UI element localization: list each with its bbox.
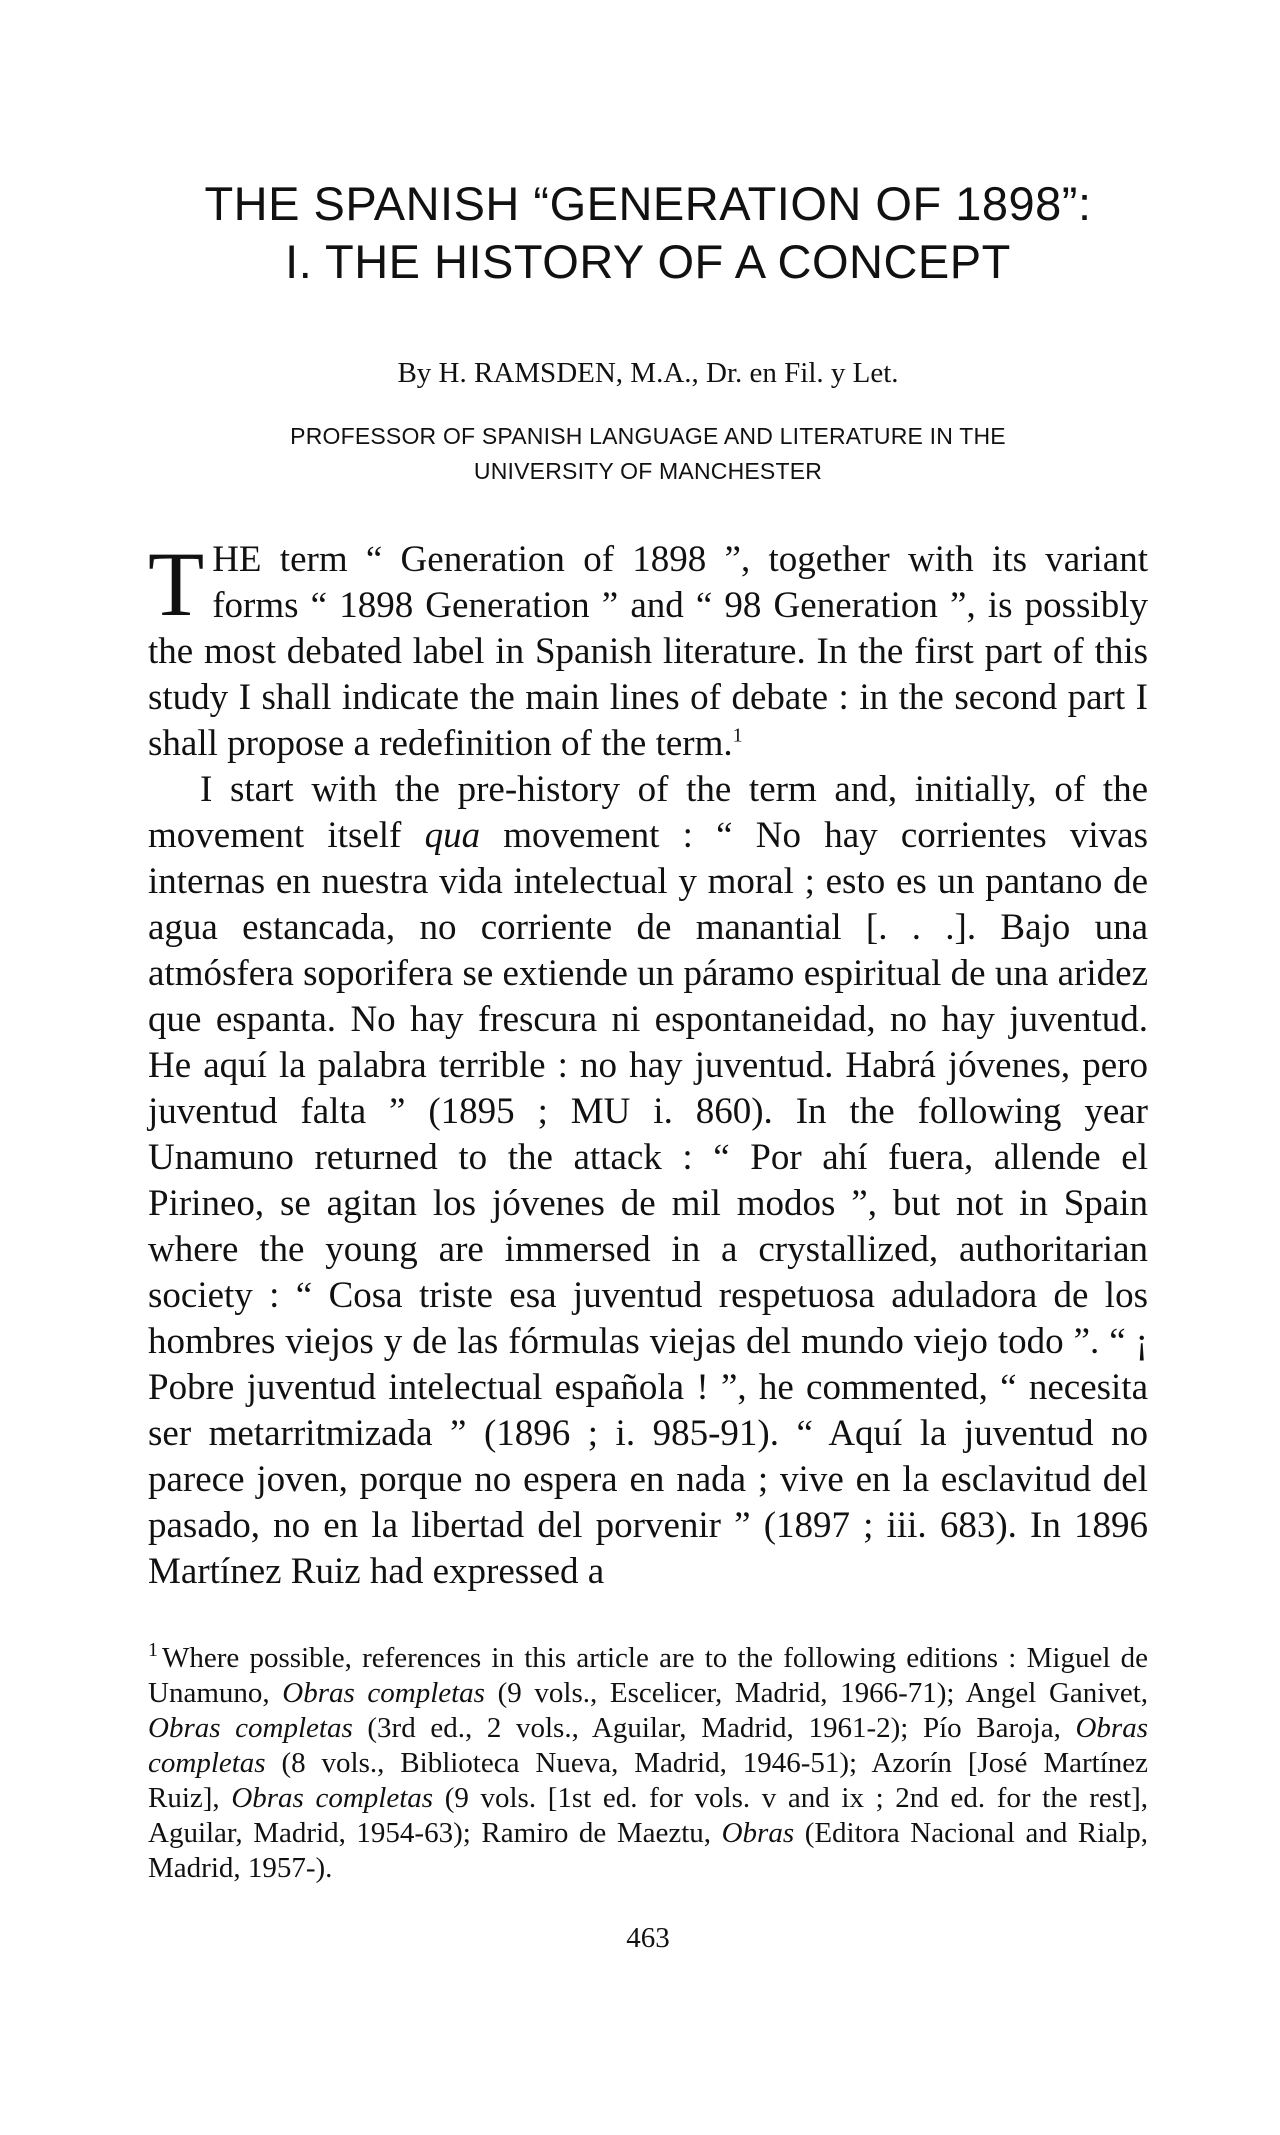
article-title [148, 175, 1148, 291]
footnote-reference: 1 [732, 724, 743, 747]
footnote-text-1: Where possible, references in this article are to the following editions : Miguel de Unamuno, [148, 1642, 1148, 1709]
footnote-work-azorin: Obras completas [231, 1782, 434, 1814]
author-byline: By H. RAMSDEN, M.A., Dr. en Fil. y Let. [397, 357, 899, 389]
paragraph-2-text-b: movement : “ No hay corrientes vivas internas en nuestra vida intelectual y moral ; esto es un pantano de agua estancada, no corriente de manantial [. . .]. Bajo una atmósfera soporifera se extiende un páramo espiritual de una aridez que espanta. No hay frescura ni espontaneidad, no hay juventud. He aquí la palabra terrible : no hay juventud. Habrá jóvenes, pero juventud falta ” (1895 ; MU i. 860). In the following year Unamuno returned to the attack : “ Por ahí fuera, allende el Pirineo, se agitan los jóvenes de mil modos ”, but not in Spain where the young are immersed in a crystallized, authoritarian society : “ Cosa triste esa juventud respetuosa aduladora de los hombres viejos y de las fórmulas viejas del mundo viejo todo ”. “ ¡ Pobre juventud intelectual española ! ”, he commented, “ necesita ser metarritmizada ” (1896 ; i. 985-91). “ Aquí la juventud no parece joven, porque no espera en nada ; vive en la esclavitud del pasado, no en la libertad del porvenir ” (1897 ; iii. 683). In 1896 Martínez Ruiz had expressed a [148, 815, 1148, 1592]
footnote-work-unamuno: Obras completas [282, 1677, 485, 1709]
footnote-work-baroja: Obras completas [148, 1712, 1148, 1779]
paragraph-2-text-a: I start with the pre-history of the term and, initially, of the movement itself [148, 769, 1148, 856]
paragraph-1 [148, 533, 1148, 767]
article-body [148, 533, 1148, 1595]
footnote-number: 1 [148, 1639, 158, 1662]
footnote-1 [148, 1641, 1148, 1886]
journal-page [148, 175, 1148, 1955]
affiliation-line-2: UNIVERSITY OF MANCHESTER [473, 458, 823, 484]
paragraph-1-text: HE term “ Generation of 1898 ”, together with its variant forms “ 1898 Generation ” and “ 98 Generation ”, is possibly the most debated label in Spanish literature. In the first part of this study I shall indicate the main lines of debate : in the second part I shall propose a redefinition of the term. [148, 539, 1148, 764]
drop-cap: T [148, 533, 205, 635]
paragraph-2 [148, 767, 1148, 1595]
footnote-text-4: (8 vols., Biblioteca Nueva, Madrid, 1946-51); Azorín [José Martínez Ruiz], [148, 1747, 1148, 1814]
italic-qua: qua [424, 815, 481, 856]
footnote-text-5: (9 vols. [1st ed. for vols. v and ix ; 2nd ed. for the rest], Aguilar, Madrid, 1954-63); Ramiro de Maeztu, [148, 1782, 1148, 1849]
footnote-text-2: (9 vols., Escelicer, Madrid, 1966-71); Angel Ganivet, [497, 1677, 1149, 1709]
footnote-work-maeztu: Obras [721, 1817, 795, 1849]
author-affiliation [148, 419, 1148, 489]
footnote-text-3: (3rd ed., 2 vols., Aguilar, Madrid, 1961-2); Pío Baroja, [367, 1712, 1061, 1744]
title-line-2: I. THE HISTORY OF A CONCEPT [285, 235, 1011, 288]
page-number: 463 [626, 1922, 670, 1954]
title-line-1: THE SPANISH “GENERATION OF 1898”: [204, 177, 1092, 230]
footnote-work-ganivet: Obras completas [148, 1712, 353, 1744]
footnote-text-6: (Editora Nacional and Rialp, Madrid, 1957-). [148, 1817, 1149, 1884]
affiliation-line-1: PROFESSOR OF SPANISH LANGUAGE AND LITERATURE IN THE [290, 423, 1006, 449]
